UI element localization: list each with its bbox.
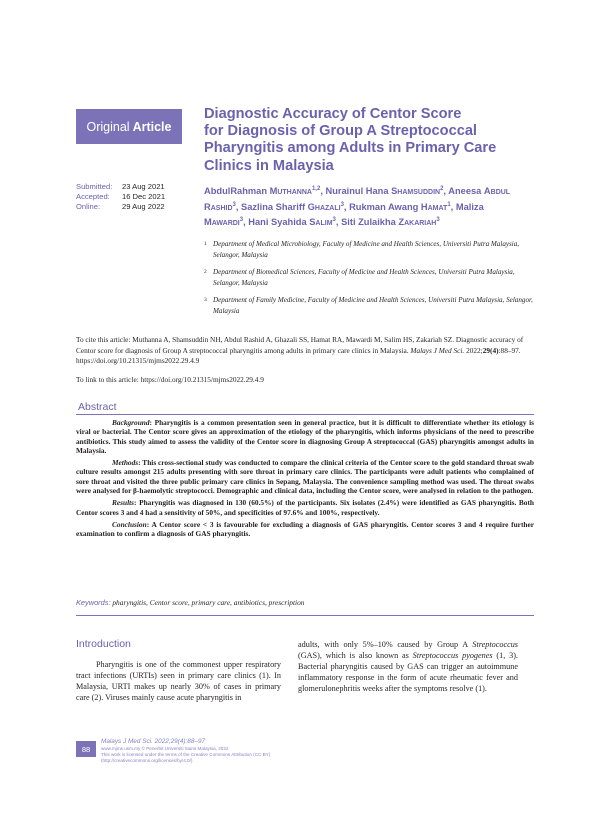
title-line: Clinics in Malaysia — [204, 157, 334, 174]
date-value: 16 Dec 2021 — [122, 191, 166, 201]
badge-suffix: Article — [132, 119, 172, 134]
date-label: Submitted: — [76, 182, 113, 191]
date-submitted — [76, 182, 191, 192]
abstract-background — [76, 418, 534, 455]
affiliation-text: Department of Medical Microbiology, Faculty of Medicine and Health Sciences, Universiti Putra Malaysia, Selangor, Malaysia — [213, 240, 520, 259]
author-given: Siti Zulaikha — [341, 217, 399, 228]
intro-paragraph: Pharyngitis is one of the commonest upper respiratory tract infections (URTIs) seen in primary care clinics (1). In Malaysia, URTI makes up nearly 30% of cases in primary care (2). Viruses mainly cause acute pharyngitis in — [76, 660, 281, 702]
footer-license-url: (http://creativecommons.org/licenses/by/4.0/). — [101, 758, 194, 764]
citation — [76, 335, 534, 367]
publication-dates — [76, 182, 191, 211]
abstract-label: Results — [112, 498, 135, 508]
citation-journal: Malays J Med Sci. — [410, 345, 465, 355]
date-accepted — [76, 192, 191, 202]
affiliation-3 — [204, 295, 539, 316]
author-sep: , — [443, 186, 449, 197]
abstract-body — [76, 418, 534, 542]
author-family: Abdul Rashid — [204, 186, 511, 212]
author-sup: 3 — [340, 201, 344, 208]
intro-paragraph-cont: adults, with only 5%–10% caused by Group A Streptococcus (GAS), which is also known as Streptococcus pyogenes (1, 3). Bacterial pharyngitis caused by GAS can trigger an autoimmune inflammatory response in the form of acute rheumatic fever and glomerulonephritis weeks after the symptoms resolve (1). — [298, 640, 518, 693]
citation-doi: :88–97. https://doi.org/10.21315/mjms2022.29.4.9 — [76, 345, 521, 365]
abstract-heading-rule — [76, 401, 534, 415]
date-online — [76, 202, 191, 212]
author-family: Ghazali — [307, 201, 341, 212]
affiliation-2 — [204, 267, 539, 288]
author-sep: , — [343, 201, 350, 212]
author-family: Salim — [309, 217, 333, 228]
abstract-label: Methods — [112, 458, 139, 468]
affiliation-number: 3 — [204, 297, 207, 303]
article-title — [204, 106, 504, 175]
introduction-heading: Introduction — [76, 638, 131, 650]
citation-volume: 29(4) — [482, 345, 499, 355]
author-family: Muthanna — [269, 186, 312, 197]
author-sup: 3 — [436, 217, 440, 223]
author-sup: 3 — [232, 201, 236, 208]
abstract-text: : This cross-sectional study was conducted to compare the clinical criteria of the Centor score to the gold standard throat swab culture results amongst 215 adults presenting with sore throat in primary care clinics. The participants were adult patients who complained of sore throat and visited the three public primary care clinics in Sepang, Malaysia. The convenience sampling method was used. The throat swabs were analysed for β-haemolytic streptococci. Demographic and clinical data, including the Centor score, were analysed in relation to the pathogen. — [76, 458, 534, 496]
author-family: Hamat — [420, 201, 448, 212]
abstract-conclusion — [76, 520, 534, 539]
abstract-text: : Pharyngitis is a common presentation seen in general practice, but it is difficult to differentiate whether its etiology is viral or bacterial. The Centor score gives an approximation of the etiology of the pharyngitis, which informs physicians of the need to prescribe antibiotics. This study aimed to assess the validity of the Centor score in diagnosing Group A streptococcal (GAS) pharyngitis amongst adults in Malaysia. — [76, 418, 534, 455]
author-sup: 3 — [239, 217, 244, 223]
keywords-label: Keywords: — [76, 598, 111, 607]
keywords — [76, 598, 534, 616]
author-given: Hani Syahida — [248, 217, 310, 228]
intro-right-column — [298, 640, 518, 695]
author-sup: 1,2 — [311, 186, 321, 192]
date-value: 23 Aug 2021 — [122, 182, 165, 191]
author-given: Maliza — [455, 201, 484, 212]
footer-license: This work is licensed under the terms of the Creative Commons Attribution (CC BY) — [101, 752, 271, 758]
author-given: Aneesa — [448, 186, 484, 197]
abstract-label: Background — [112, 418, 150, 427]
citation-year: 2022; — [464, 345, 483, 355]
intro-left-column — [76, 660, 281, 704]
abstract-label: Conclusion — [112, 519, 147, 529]
abstract-text: : A Centor score < 3 is favourable for excluding a diagnosis of GAS pharyngitis. Centor scores 3 and 4 require further examination to confirm a diagnosis of GAS pharyngitis. — [76, 519, 534, 539]
affiliation-number: 1 — [204, 241, 207, 247]
article-type-badge — [76, 109, 182, 144]
author-family: Mawardi — [204, 217, 240, 228]
date-label: Online: — [76, 201, 101, 211]
page-number: 88 — [76, 741, 96, 757]
article-link[interactable]: To link to this article: https://doi.org/10.21315/mjms2022.29.4.9 — [76, 375, 264, 384]
date-label: Accepted: — [76, 191, 110, 201]
abstract-methods — [76, 458, 534, 495]
author-sup: 2 — [440, 186, 444, 192]
affiliation-text: Department of Biomedical Sciences, Faculty of Medicine and Health Sciences, Universiti Putra Malaysia, Selangor, Malaysia — [213, 268, 515, 287]
affiliation-number: 2 — [204, 269, 207, 275]
keywords-text: pharyngitis, Centor score, primary care, antibiotics, prescription — [110, 598, 305, 607]
title-line: Pharyngitis among Adults in Primary Care — [204, 140, 497, 157]
author-given: AbdulRahman — [204, 186, 270, 197]
title-line: for Diagnosis of Group A Streptococcal — [204, 123, 477, 140]
abstract-results — [76, 498, 534, 517]
author-sup: 3 — [332, 217, 336, 223]
abstract-heading: Abstract — [78, 401, 121, 413]
author-sep: , — [243, 217, 249, 228]
footer-journal: Malays J Med Sci. 2022;29(4):88–97 — [101, 738, 206, 745]
title-line: Diagnostic Accuracy of Centor Score — [204, 106, 462, 122]
footer-site: www.mjms.usm.my © Penerbit Universiti Sains Malaysia, 2022 — [101, 746, 229, 751]
author-family: Zakariah — [398, 217, 437, 228]
author-sep: , — [450, 201, 456, 212]
author-sup: 1 — [447, 201, 451, 208]
abstract-text: : Pharyngitis was diagnosed in 130 (60.5%) of the participants. Six isolates (2.4%) were identified as GAS pharyngitis. Both Centor scores 3 and 4 had a sensitivity of 50%, and specificities of 97.6% and 100%, respectively. — [76, 498, 534, 517]
badge-prefix: Original — [86, 119, 130, 134]
page-footer — [101, 738, 361, 764]
author-list — [204, 183, 514, 230]
author-sep: , — [235, 201, 242, 212]
author-given: Rukman Awang — [349, 201, 421, 212]
affiliation-text: Department of Family Medicine, Faculty of Medicine and Health Sciences, Universiti Putra Malaysia, Selangor, Malaysia — [213, 296, 533, 315]
author-sep: , — [320, 186, 326, 197]
citation-text: To cite this article: Muthanna A, Shamsuddin NH, Abdul Rashid A, Ghazali SS, Hamat RA, Mawardi M, Salim HS, Zakariah SZ. Diagnostic accuracy of Centor score for diagnosis of Group A streptococcal pharyngitis among adults in primary care clinics in Malaysia. — [76, 335, 524, 355]
author-family: Shamsuddin — [391, 186, 441, 197]
date-value: 29 Aug 2022 — [122, 201, 165, 211]
author-given: Nurainul Hana — [325, 186, 392, 197]
author-given: Sazlina Shariff — [241, 201, 308, 212]
affiliation-1 — [204, 239, 539, 260]
author-sep: , — [335, 217, 342, 228]
